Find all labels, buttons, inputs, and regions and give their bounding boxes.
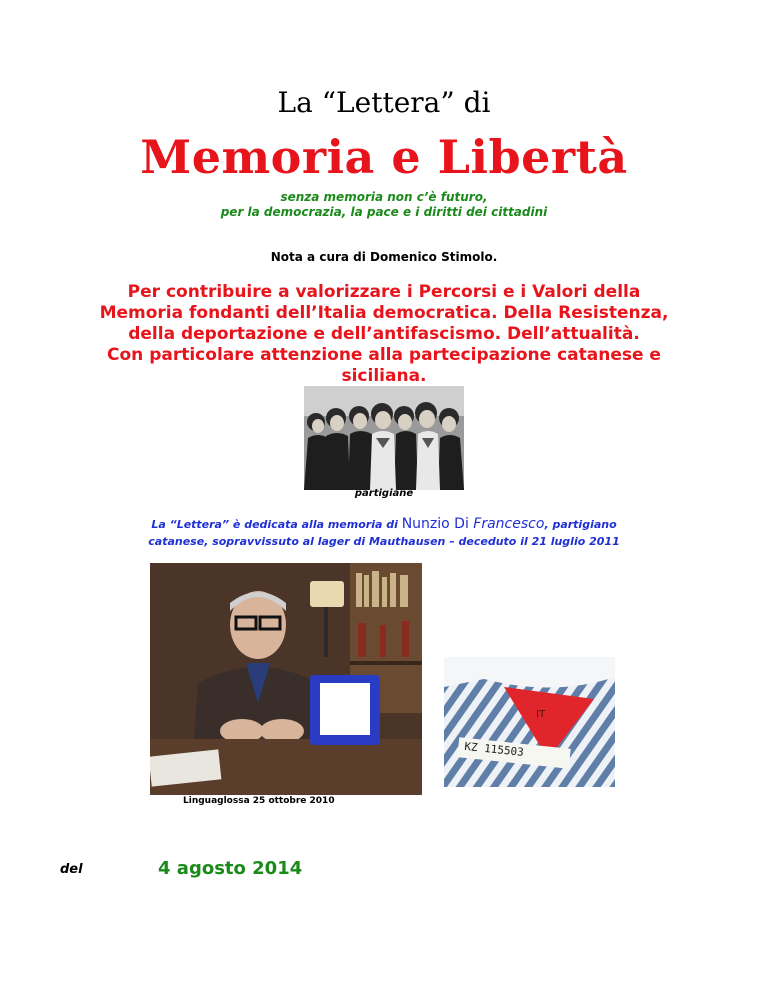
- partigiane-caption: partigiane: [354, 488, 414, 499]
- dedication-name-last: Francesco: [473, 516, 545, 532]
- purpose-statement: [0, 282, 768, 387]
- portrait-photo-illustration: [150, 563, 422, 795]
- portrait-caption: Linguaglossa 25 ottobre 2010: [183, 796, 335, 806]
- badge-number: KZ 115503: [463, 739, 525, 759]
- title-prefix: La “Lettera” di: [277, 86, 491, 119]
- issue-date: 4 agosto 2014: [158, 858, 303, 879]
- curator-note: Nota a cura di Domenico Stimolo.: [270, 250, 498, 264]
- dedication-line-1: [0, 516, 768, 533]
- partigiane-photo: [304, 386, 464, 490]
- purpose-line-5: siciliana.: [341, 366, 427, 386]
- dedication-suffix: , partigiano: [544, 518, 617, 531]
- motto-line-1: senza memoria non c’è futuro,: [280, 190, 488, 204]
- dedication: [0, 516, 768, 550]
- portrait-photo: [150, 563, 422, 795]
- motto-line-2: per la democrazia, la pace e i diritti dei cittadini: [220, 205, 548, 219]
- dedication-line-2: catanese, sopravvissuto al lager di Mauthausen – deceduto il 21 luglio 2011: [148, 535, 620, 548]
- motto: [0, 190, 768, 220]
- purpose-line-2: Memoria fondanti dell’Italia democratica. Della Resistenza,: [99, 303, 669, 323]
- dedication-name-first: Nunzio Di: [401, 516, 474, 532]
- del-label: del: [60, 862, 83, 877]
- dedication-prefix: La “Lettera” è dedicata alla memoria di: [151, 518, 402, 531]
- badge-photo: [444, 657, 615, 787]
- page-title: Memoria e Libertà: [140, 130, 628, 184]
- purpose-line-3: della deportazione e dell’antifascismo. Dell’attualità.: [128, 324, 640, 344]
- purpose-line-1: Per contribuire a valorizzare i Percorsi e i Valori della: [127, 282, 641, 302]
- badge-photo-illustration: [444, 657, 615, 787]
- badge-triangle-text: IT: [536, 709, 546, 720]
- partigiane-photo-illustration: [304, 386, 464, 490]
- purpose-line-4: Con particolare attenzione alla partecipazione catanese e: [107, 345, 661, 365]
